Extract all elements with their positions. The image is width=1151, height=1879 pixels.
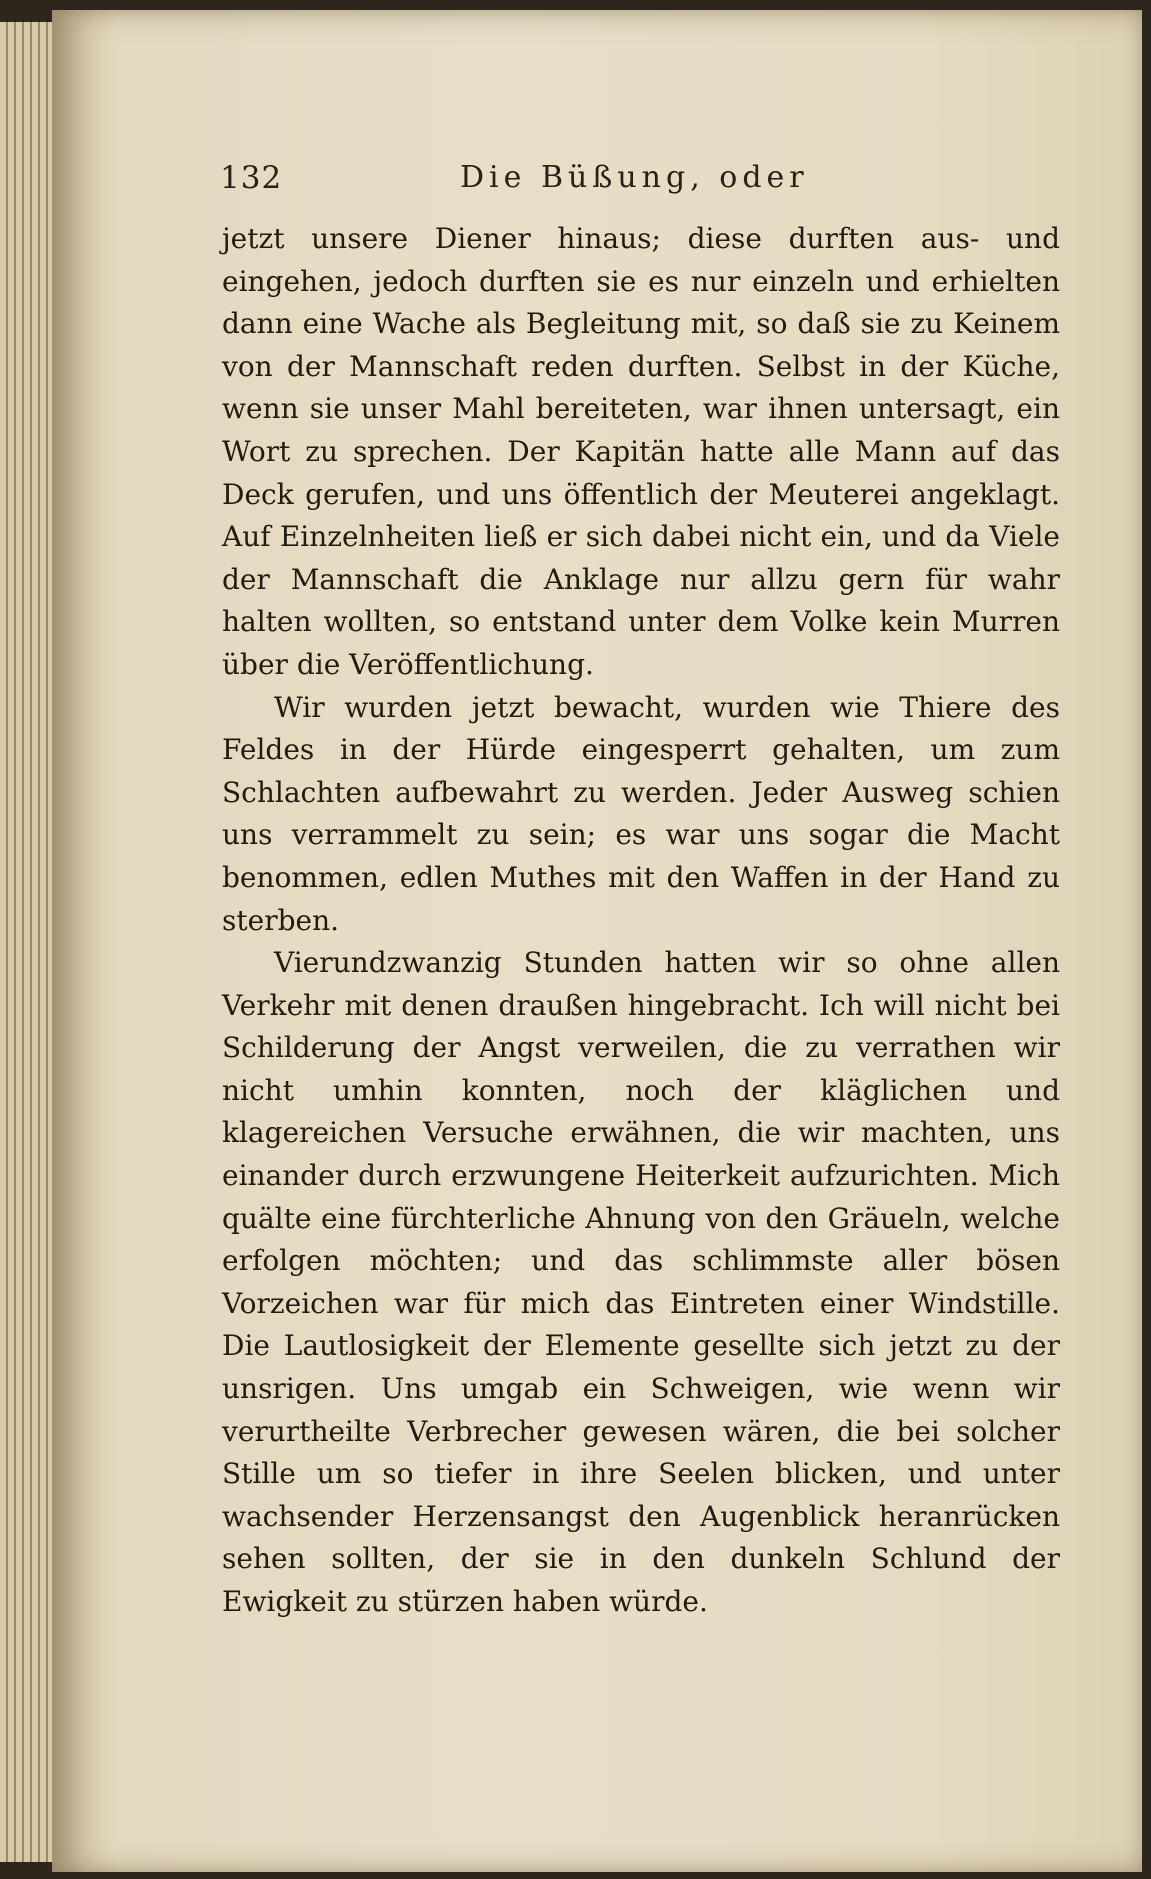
running-title: Die Büßung, oder [460, 160, 809, 195]
body-text [222, 218, 1060, 1624]
paragraph-3: Vierundzwanzig Stunden hatten wir so ohne allen Verkehr mit denen draußen hingebracht. Ich will nicht bei Schilderung der Angst verweilen, die zu verrathen wir nicht umhin konnten, noch der kläglichen und klagereichen Versuche erwähnen, die wir machten, uns einander durch erzwungene Heiterkeit aufzurichten. Mich quälte eine fürchterliche Ahnung von den Gräueln, welche erfolgen möchten; und das schlimmste aller bösen Vorzeichen war für mich das Eintreten einer Windstille. Die Lautlosigkeit der Elemente gesellte sich jetzt zu der unsrigen. Uns umgab ein Schweigen, wie wenn wir verurtheilte Verbrecher gewesen wären, die bei solcher Stille um so tiefer in ihre Seelen blicken, und unter wachsender Herzensangst den Augenblick heranrücken sehen sollten, der sie in den dunkeln Schlund der Ewigkeit zu stürzen haben würde. [222, 946, 1060, 1618]
page-header [220, 156, 1080, 206]
paragraph-1: jetzt unsere Diener hinaus; diese durften aus- und eingehen, jedoch durften sie es nur einzeln und erhielten dann eine Wache als Begleitung mit, so daß sie zu Keinem von der Mannschaft reden durften. Selbst in der Küche, wenn sie unser Mahl bereiteten, war ihnen untersagt, ein Wort zu sprechen. Der Kapitän hatte alle Mann auf das Deck gerufen, und uns öffentlich der Meuterei angeklagt. Auf Einzelnheiten ließ er sich dabei nicht ein, und da Viele der Mannschaft die Anklage nur allzu gern für wahr halten wollten, so entstand unter dem Volke kein Murren über die Veröffentlichung. [222, 222, 1060, 681]
page-number: 132 [220, 160, 283, 196]
paragraph-2: Wir wurden jetzt bewacht, wurden wie Thiere des Feldes in der Hürde eingesperrt gehalten, um zum Schlachten aufbewahrt zu werden. Jeder Ausweg schien uns verrammelt zu sein; es war uns sogar die Macht benommen, edlen Muthes mit den Waffen in der Hand zu sterben. [222, 690, 1060, 937]
